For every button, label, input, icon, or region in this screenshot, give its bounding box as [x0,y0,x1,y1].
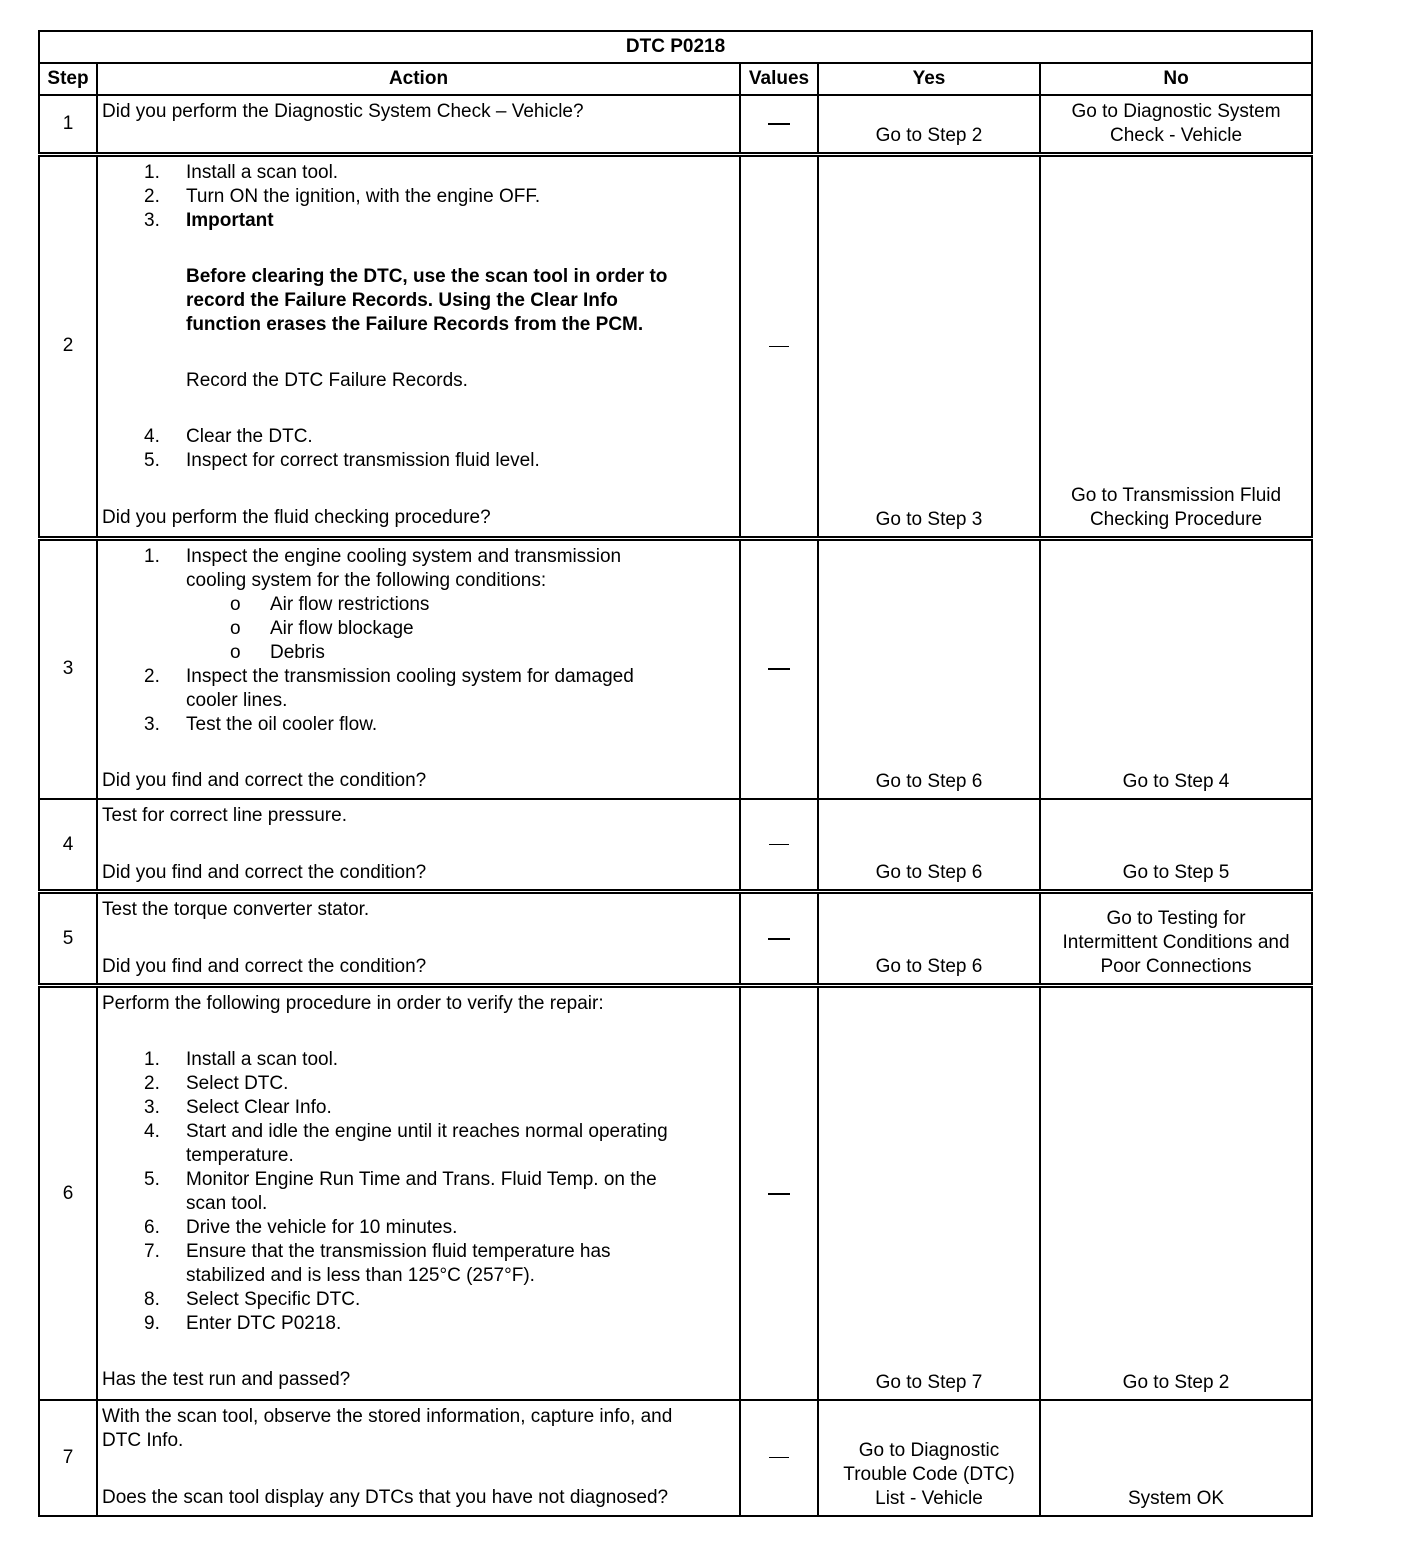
list-item: 5. Inspect for correct transmission fluid level. [144,449,540,471]
yes-line: List - Vehicle [875,1488,983,1509]
table-row [39,799,1312,892]
dash-mark [768,1193,790,1195]
action-cell [97,95,740,154]
dash-mark [769,844,789,845]
procedure-list [102,425,735,473]
intro-text: Perform the following procedure in order to verify the repair: [102,993,604,1015]
step-number: 3 [39,538,97,799]
yes-line: Trouble Code (DTC) [843,1464,1015,1485]
step-number: 1 [39,95,97,154]
yes-cell: Go to Step 7 [818,986,1040,1400]
list-item: o Air flow restrictions [230,593,430,615]
list-item: 8. Select Specific DTC. [144,1289,361,1311]
action-text: DTC Info. [102,1429,184,1451]
table-row [39,154,1312,538]
no-cell: Go to Step 5 [1040,799,1312,892]
no-cell: Go to Step 2 [1040,986,1312,1400]
yes-cell: Go to Step 6 [818,892,1040,986]
no-cell [1040,95,1312,154]
no-cell: System OK [1040,1400,1312,1516]
list-item: o Debris [230,641,325,663]
dash-mark [769,346,789,347]
dtc-table-frame [38,30,1311,1517]
procedure-list [102,545,735,593]
dash-mark [768,123,790,125]
action-cell [97,986,740,1400]
action-text: Test for correct line pressure. [102,805,347,827]
step-number: 7 [39,1400,97,1516]
step-number: 4 [39,799,97,892]
header-yes: Yes [818,63,1040,95]
question-text: Did you perform the fluid checking procedure? [102,506,491,528]
action-text: Test the torque converter stator. [102,899,370,921]
question-text: Did you find and correct the condition? [102,956,427,978]
action-text: With the scan tool, observe the stored information, capture info, and [102,1405,673,1427]
no-line: Poor Connections [1100,956,1252,978]
no-line: Checking Procedure [1089,508,1263,530]
table-row [39,892,1312,986]
procedure-list [102,1048,735,1336]
dash-mark [768,668,790,670]
dash-mark [768,938,790,940]
values-cell [740,538,818,799]
table-row [39,1400,1312,1516]
values-cell [740,892,818,986]
action-cell [97,892,740,986]
dtc-table [38,30,1313,1517]
list-item: 9. Enter DTC P0218. [144,1313,342,1335]
no-line: Check - Vehicle [1110,124,1243,146]
table-row [39,95,1312,154]
no-line: Intermittent Conditions and [1062,932,1290,954]
question-text: Does the scan tool display any DTCs that you have not diagnosed? [102,1486,669,1508]
question-text: Did you perform the Diagnostic System Check – Vehicle? [102,101,584,122]
values-cell [740,799,818,892]
list-item: 2. Inspect the transmission cooling system for damaged cooler lines. [144,665,634,711]
list-item: 1. Inspect the engine cooling system and transmission cooling system for the following conditions: [144,545,622,591]
values-cell [740,1400,818,1516]
header-values: Values [740,63,818,95]
list-item: o Air flow blockage [230,617,414,639]
yes-cell: Go to Step 6 [818,538,1040,799]
header-no: No [1040,63,1312,95]
header-step: Step [39,63,97,95]
record-note: Record the DTC Failure Records. [186,369,468,391]
dash-mark [769,1457,789,1458]
list-item: 1. Install a scan tool. [144,1049,339,1071]
list-item: 1. Install a scan tool. [144,161,339,183]
action-cell [97,538,740,799]
step-number: 6 [39,986,97,1400]
condition-list [102,593,735,665]
list-item: 4. Clear the DTC. [144,425,313,447]
action-cell [97,799,740,892]
yes-cell [818,1400,1040,1516]
list-item: 3. Test the oil cooler flow. [144,713,378,735]
values-cell [740,154,818,538]
procedure-list [102,665,735,737]
header-action: Action [97,63,740,95]
list-item: 6. Drive the vehicle for 10 minutes. [144,1217,458,1239]
question-text: Did you find and correct the condition? [102,862,427,884]
yes-cell: Go to Step 2 [818,95,1040,154]
values-cell [740,986,818,1400]
values-cell [740,95,818,154]
yes-line: Go to Diagnostic [858,1440,1000,1461]
list-item: 5. Monitor Engine Run Time and Trans. Fluid Temp. on the scan tool. [144,1169,657,1215]
table-title: DTC P0218 [39,31,1312,63]
table-row [39,986,1312,1400]
list-item: 3. Important [144,209,274,231]
no-cell [1040,154,1312,538]
list-item: 4. Start and idle the engine until it reaches normal operating temperature. [144,1121,668,1167]
no-cell [1040,892,1312,986]
procedure-list [102,161,735,233]
list-item: 2. Select DTC. [144,1073,289,1095]
no-line: Go to Diagnostic System [1071,100,1281,122]
action-cell [97,154,740,538]
important-note: Before clearing the DTC, use the scan tool in order to record the Failure Records. Using the Clear Info function erases the Failure Records from the PCM. [186,265,668,335]
list-item: 3. Select Clear Info. [144,1097,332,1119]
yes-cell: Go to Step 6 [818,799,1040,892]
question-text: Has the test run and passed? [102,1369,351,1391]
yes-cell: Go to Step 3 [818,154,1040,538]
table-row [39,538,1312,799]
question-text: Did you find and correct the condition? [102,769,427,791]
list-item: 2. Turn ON the ignition, with the engine OFF. [144,185,541,207]
step-number: 5 [39,892,97,986]
no-cell: Go to Step 4 [1040,538,1312,799]
step-number: 2 [39,154,97,538]
no-line: Go to Testing for [1106,908,1246,930]
no-line: Go to Transmission Fluid [1070,484,1282,506]
action-cell [97,1400,740,1516]
list-item: 7. Ensure that the transmission fluid temperature has stabilized and is less than 125°C (257°F). [144,1241,611,1287]
